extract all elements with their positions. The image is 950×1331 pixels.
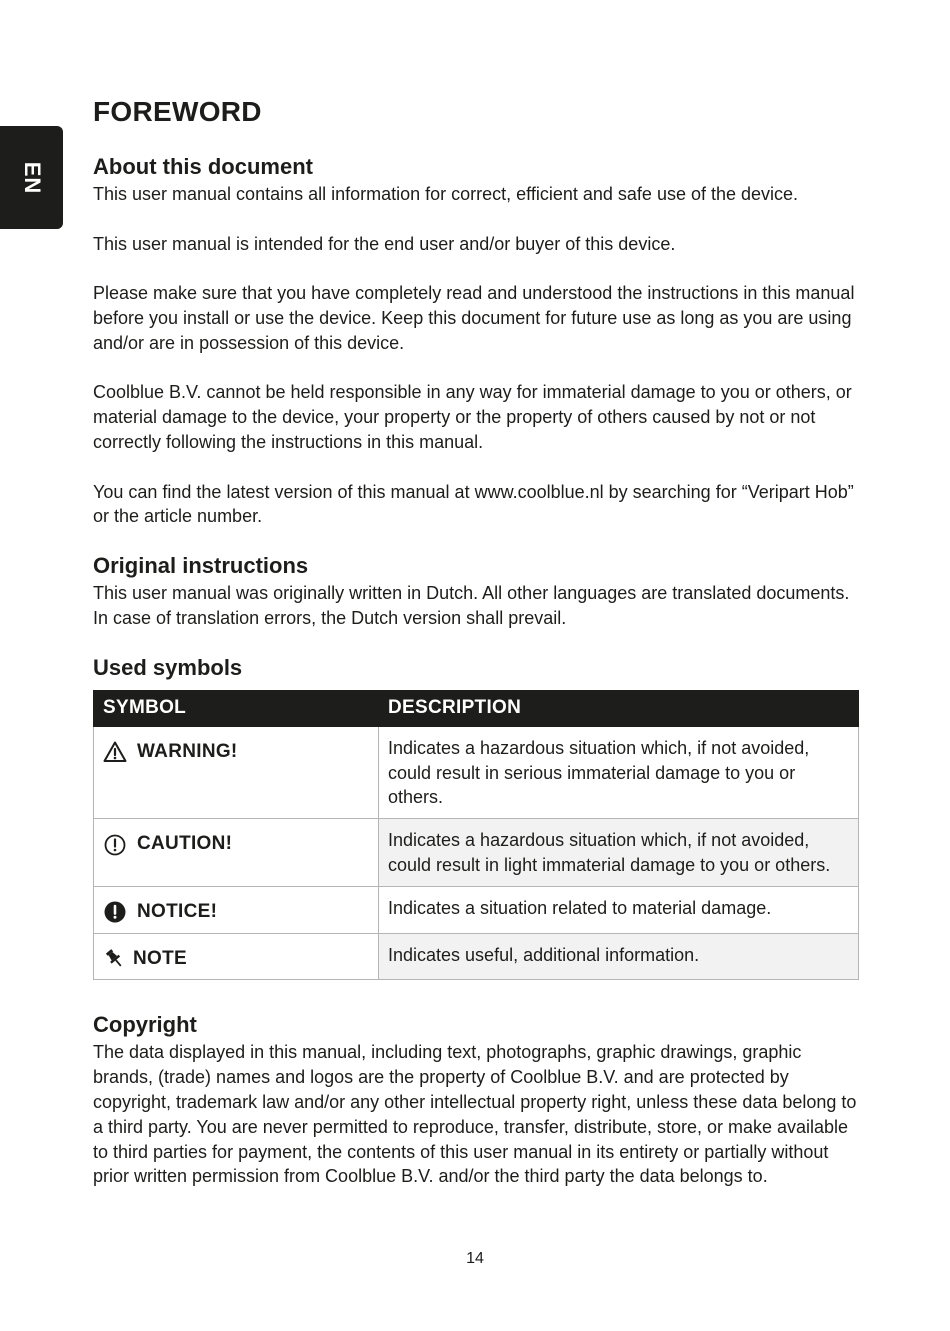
symbol-label: WARNING!	[137, 740, 238, 762]
column-header-description: DESCRIPTION	[379, 690, 859, 726]
about-paragraph-3: Please make sure that you have completely read and understood the instructions in this manual before you install or use the device. Keep this document for future use as long as you are using and/or are in possession of this device.	[93, 283, 855, 353]
copyright-paragraph: The data displayed in this manual, including text, photographs, graphic drawings, graphic brands, (trade) names and logos are the property of Coolblue B.V. and are protected by copyright, trademark law and/or any other intellectual property right, unless these data belong to a third party. You are never permitted to reproduce, transfer, distribute, store, or make available to third parties for payment, the contents of this user manual in its entirety or partially without prior written permission from Coolblue B.V. and/or the third party the data belongs to.	[93, 1042, 857, 1187]
about-paragraph-2: This user manual is intended for the end user and/or buyer of this device.	[93, 233, 676, 254]
table-row	[94, 726, 859, 818]
about-paragraph-4: Coolblue B.V. cannot be held responsible in any way for immaterial damage to you or others, or material damage to the device, your property or the property of others caused by not or not correctly following the instructions in this manual.	[93, 382, 852, 452]
symbol-cell	[94, 819, 379, 887]
original-instructions-paragraph: This user manual was originally written in Dutch. All other languages are translated documents. In case of translation errors, the Dutch version shall prevail.	[93, 583, 850, 628]
about-paragraph-1: This user manual contains all information for correct, efficient and safe use of the device.	[93, 184, 799, 204]
symbol-label: NOTE	[133, 947, 187, 969]
symbol-cell	[94, 726, 379, 818]
language-tab-label: EN	[19, 161, 45, 194]
page-content	[93, 96, 863, 1189]
description-cell: Indicates useful, additional information.	[379, 933, 859, 980]
symbol-label: NOTICE!	[137, 900, 218, 922]
description-cell: Indicates a hazardous situation which, if not avoided, could result in light immaterial damage to you or others.	[379, 819, 859, 887]
copyright-heading: Copyright	[93, 1012, 197, 1038]
description-cell: Indicates a situation related to material damage.	[379, 886, 859, 933]
about-heading: About this document	[93, 154, 313, 179]
symbol-cell	[94, 933, 379, 980]
used-symbols-heading: Used symbols	[93, 654, 243, 680]
symbol-label: CAUTION!	[137, 833, 233, 855]
caution-circle-icon	[103, 833, 127, 857]
page-number: 14	[466, 1250, 484, 1267]
table-row	[94, 886, 859, 933]
original-instructions-heading: Original instructions	[93, 553, 309, 579]
description-cell: Indicates a hazardous situation which, if not avoided, could result in serious immaterial damage to you or others.	[379, 726, 859, 818]
table-row	[94, 933, 859, 980]
notice-filled-circle-icon	[103, 900, 127, 924]
symbol-cell	[94, 886, 379, 933]
pushpin-icon	[103, 947, 127, 971]
language-tab	[0, 126, 63, 229]
table-row	[94, 819, 859, 887]
symbols-table	[93, 690, 859, 981]
column-header-symbol: SYMBOL	[94, 690, 379, 726]
about-paragraph-5: You can find the latest version of this manual at www.coolblue.nl by searching for “Veripart Hob” or the article number.	[93, 481, 854, 527]
page-title: FOREWORD	[93, 96, 262, 127]
table-header-row	[94, 690, 859, 726]
warning-triangle-icon	[103, 740, 127, 764]
